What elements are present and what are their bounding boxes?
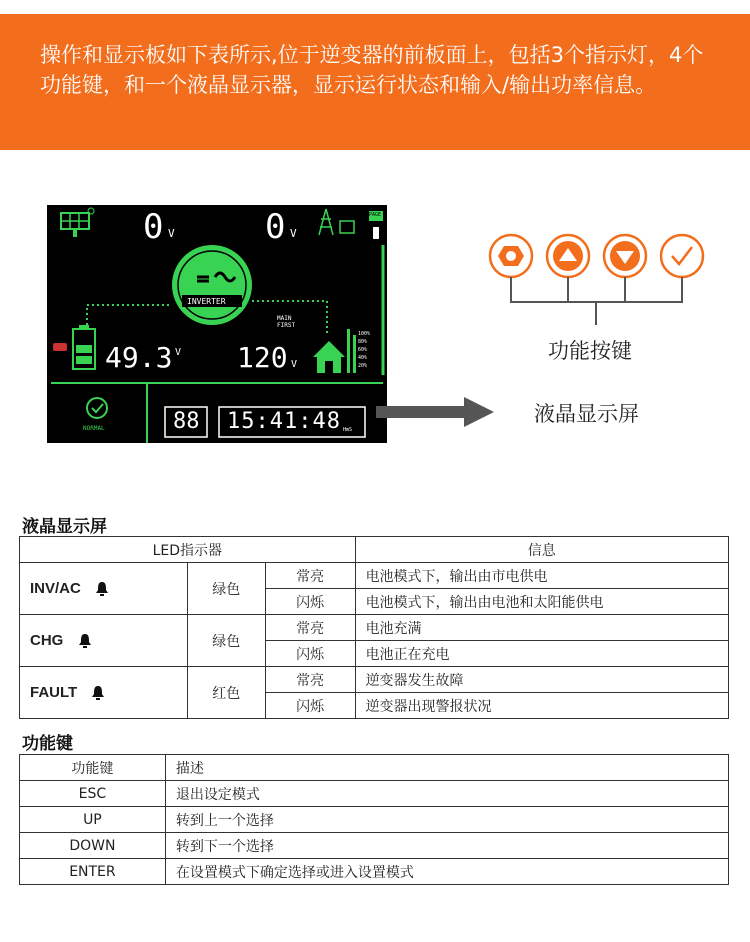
key-name: ESC bbox=[20, 781, 166, 807]
check-icon bbox=[87, 398, 107, 418]
led-info: 逆变器出现警报状况 bbox=[355, 693, 728, 719]
led-info: 电池模式下，输出由电池和太阳能供电 bbox=[355, 589, 728, 615]
key-section-title: 功能键 bbox=[22, 734, 73, 754]
led-color: 红色 bbox=[187, 667, 265, 719]
lcd-graphics bbox=[47, 205, 387, 443]
led-name: CHG bbox=[30, 631, 64, 649]
battery-level-100: 100% bbox=[358, 331, 371, 337]
header-key: 功能键 bbox=[20, 755, 166, 781]
led-name-cell bbox=[20, 563, 188, 615]
table-row bbox=[20, 615, 729, 641]
down-icon bbox=[604, 235, 646, 277]
time-display: 15:41:48 bbox=[227, 409, 341, 434]
led-state: 闪烁 bbox=[265, 641, 355, 667]
time-unit: HmS bbox=[343, 427, 353, 433]
lcd-display bbox=[47, 205, 387, 443]
enter-icon bbox=[661, 235, 703, 277]
led-name: FAULT bbox=[30, 683, 78, 701]
code-display: 88 bbox=[173, 409, 200, 434]
header-banner bbox=[0, 14, 750, 150]
output-unit: V bbox=[291, 359, 298, 370]
header-desc: 描述 bbox=[165, 755, 728, 781]
inverter-label: INVERTER bbox=[187, 297, 226, 306]
key-name: DOWN bbox=[20, 833, 166, 859]
lcd-arrow bbox=[372, 395, 522, 435]
key-table-header bbox=[20, 755, 729, 781]
led-bell-icon bbox=[91, 685, 105, 701]
led-info: 电池正在充电 bbox=[355, 641, 728, 667]
inverter-icon bbox=[172, 245, 252, 325]
solar-panel-icon bbox=[61, 208, 94, 237]
power-tower-icon bbox=[319, 209, 354, 235]
battery-voltage: 49.3 bbox=[105, 341, 173, 374]
key-name: UP bbox=[20, 807, 166, 833]
table-row bbox=[20, 833, 729, 859]
led-name-cell bbox=[20, 667, 188, 719]
table-row bbox=[20, 667, 729, 693]
battery-level-80: 80% bbox=[358, 339, 368, 345]
first-label: FIRST bbox=[277, 322, 296, 329]
house-icon bbox=[313, 341, 345, 373]
up-icon bbox=[547, 235, 589, 277]
banner-text: 操作和显示板如下表所示,位于逆变器的前板面上，包括3个指示灯，4个功能键，和一个液晶显示器，显示运行状态和输入/输出功率信息。 bbox=[40, 43, 704, 97]
led-state: 闪烁 bbox=[265, 693, 355, 719]
table-row bbox=[20, 781, 729, 807]
grid-unit: V bbox=[290, 227, 297, 240]
battery-level-20: 20% bbox=[358, 363, 368, 369]
main-label: MAIN bbox=[277, 315, 292, 322]
pv-unit: V bbox=[168, 227, 175, 240]
normal-label: NORMAL bbox=[83, 425, 105, 432]
led-info: 电池模式下，输出由市电供电 bbox=[355, 563, 728, 589]
battery-icon bbox=[73, 325, 95, 369]
header-info: 信息 bbox=[355, 537, 728, 563]
battery-level-40: 40% bbox=[358, 355, 368, 361]
battery-unit: V bbox=[175, 347, 182, 358]
led-state: 常亮 bbox=[265, 615, 355, 641]
led-bell-icon bbox=[95, 581, 109, 597]
led-color: 绿色 bbox=[187, 615, 265, 667]
key-desc: 转到上一个选择 bbox=[165, 807, 728, 833]
led-table-header bbox=[20, 537, 729, 563]
led-section-title: 液晶显示屏 bbox=[22, 517, 107, 537]
led-color: 绿色 bbox=[187, 563, 265, 615]
table-row bbox=[20, 859, 729, 885]
lcd-screen-label: 液晶显示屏 bbox=[534, 402, 639, 426]
grid-voltage: 0 bbox=[265, 207, 286, 247]
led-name-cell bbox=[20, 615, 188, 667]
led-name: INV/AC bbox=[30, 579, 81, 597]
page-label: PAGE bbox=[369, 212, 382, 218]
led-bell-icon bbox=[78, 633, 92, 649]
key-name: ENTER bbox=[20, 859, 166, 885]
led-state: 常亮 bbox=[265, 667, 355, 693]
esc-icon bbox=[490, 235, 532, 277]
table-row bbox=[20, 807, 729, 833]
key-desc: 退出设定模式 bbox=[165, 781, 728, 807]
key-desc: 在设置模式下确定选择或进入设置模式 bbox=[165, 859, 728, 885]
led-info: 电池充满 bbox=[355, 615, 728, 641]
key-desc: 转到下一个选择 bbox=[165, 833, 728, 859]
led-info: 逆变器发生故障 bbox=[355, 667, 728, 693]
led-state: 闪烁 bbox=[265, 589, 355, 615]
battery-level-60: 60% bbox=[358, 347, 368, 353]
output-voltage: 120 bbox=[237, 341, 288, 374]
key-table bbox=[19, 754, 729, 885]
header-led: LED指示器 bbox=[20, 537, 356, 563]
pv-voltage: 0 bbox=[143, 207, 164, 247]
led-state: 常亮 bbox=[265, 563, 355, 589]
led-table bbox=[19, 536, 729, 719]
table-row bbox=[20, 563, 729, 589]
function-keys-label: 功能按键 bbox=[548, 339, 632, 363]
